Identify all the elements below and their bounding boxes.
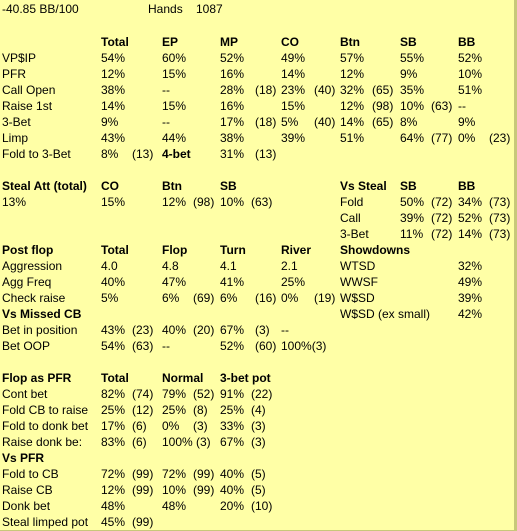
col-bb: BB: [458, 179, 476, 193]
cell: 4.0: [101, 259, 118, 273]
cell: (6): [132, 435, 147, 449]
cell: 14%: [458, 227, 483, 241]
cell: 100%: [162, 435, 193, 449]
col-sb: SB: [400, 35, 417, 49]
row-label-aggression: Aggression: [2, 259, 63, 273]
cell: 67%: [220, 323, 245, 337]
cell: 60%: [162, 51, 187, 65]
cell: (3): [193, 419, 208, 433]
cell: (98): [193, 195, 215, 209]
cell: 50%: [400, 195, 425, 209]
steal-total: 13%: [2, 195, 27, 209]
col-total: Total: [101, 243, 129, 257]
cell: 9%: [101, 115, 119, 129]
section-showdowns-title: Showdowns: [340, 243, 410, 257]
cell: 32%: [340, 83, 365, 97]
cell: 17%: [101, 419, 126, 433]
cell: (52): [193, 387, 215, 401]
hands-label: Hands: [148, 2, 183, 16]
cell: (6): [132, 419, 147, 433]
row-label-3bet: 3-Bet: [340, 227, 369, 241]
cell: 15%: [101, 195, 126, 209]
row-label-pfr: PFR: [2, 67, 26, 81]
cell: 6%: [220, 291, 238, 305]
cell: 20%: [220, 499, 245, 513]
section-flop-pfr-title: Flop as PFR: [2, 371, 72, 385]
cell: (40): [314, 83, 336, 97]
cell: 14%: [340, 115, 365, 129]
cell: (63): [431, 99, 453, 113]
cell: 31%: [220, 147, 245, 161]
cell: 38%: [220, 131, 245, 145]
cell: 47%: [162, 275, 187, 289]
row-label-bet-oop: Bet OOP: [2, 339, 51, 353]
cell: (16): [255, 291, 277, 305]
cell: 79%: [162, 387, 187, 401]
cell: 67%: [220, 435, 245, 449]
cell: (72): [431, 195, 453, 209]
cell: 15%: [162, 99, 187, 113]
cell: 0%: [281, 291, 299, 305]
cell: 11%: [400, 227, 424, 241]
cell: 39%: [400, 211, 425, 225]
cell: (4): [251, 403, 266, 417]
row-label-wtsd: WTSD: [340, 259, 376, 273]
label-4bet: 4-bet: [162, 147, 191, 161]
col-total: Total: [101, 35, 129, 49]
cell: (99): [132, 467, 154, 481]
cell: (73): [489, 211, 511, 225]
cell: 17%: [220, 115, 245, 129]
bb100-value: -40.85 BB/100: [2, 2, 79, 16]
cell: 5%: [101, 291, 119, 305]
cell: 54%: [101, 51, 126, 65]
section-postflop-title: Post flop: [2, 243, 54, 257]
cell: 9%: [458, 115, 476, 129]
cell: (13): [132, 147, 154, 161]
cell: (60): [255, 339, 277, 353]
cell: 72%: [162, 467, 187, 481]
col-btn: Btn: [340, 35, 360, 49]
hands-value: 1087: [196, 2, 223, 16]
cell: (99): [132, 483, 154, 497]
cell: 33%: [220, 419, 245, 433]
row-label-wsd: W$SD: [340, 291, 375, 305]
cell: 12%: [340, 67, 365, 81]
cell: 38%: [101, 83, 126, 97]
cell: (72): [431, 211, 453, 225]
col-sb: SB: [220, 179, 237, 193]
col-co: CO: [281, 35, 299, 49]
cell: (40): [314, 115, 336, 129]
cell: 5%: [281, 115, 299, 129]
cell: 40%: [220, 483, 245, 497]
row-label-fold-to-cb: Fold to CB: [2, 467, 59, 481]
row-label-donk-bet: Donk bet: [2, 499, 51, 513]
cell: 12%: [162, 195, 187, 209]
cell: 48%: [101, 499, 126, 513]
cell: 52%: [458, 51, 483, 65]
cell: 12%: [101, 483, 126, 497]
cell: (5): [251, 467, 266, 481]
col-co: CO: [101, 179, 119, 193]
cell: (23): [489, 131, 511, 145]
row-label-vpip: VP$IP: [2, 51, 37, 65]
cell: 72%: [101, 467, 126, 481]
cell: (63): [132, 339, 154, 353]
cell: (63): [251, 195, 273, 209]
cell: 14%: [101, 99, 126, 113]
cell: 40%: [220, 467, 245, 481]
cell: 15%: [281, 99, 306, 113]
cell: 25%: [220, 403, 245, 417]
col-mp: MP: [220, 35, 238, 49]
section-vs-pfr-title: Vs PFR: [2, 451, 45, 465]
row-label-wsd-ex-small: W$SD (ex small): [340, 307, 431, 321]
cell: 40%: [101, 275, 126, 289]
row-label-wwsf: WWSF: [340, 275, 378, 289]
col-ep: EP: [162, 35, 179, 49]
cell: (13): [255, 147, 277, 161]
cell: 55%: [400, 51, 425, 65]
cell: 41%: [220, 275, 245, 289]
row-label-limp: Limp: [2, 131, 29, 145]
cell: 15%: [162, 67, 187, 81]
cell: 54%: [101, 339, 126, 353]
cell: 34%: [458, 195, 483, 209]
row-label-steal-limped-pot: Steal limped pot: [2, 515, 89, 529]
cell: (65): [372, 83, 394, 97]
cell: 83%: [101, 435, 126, 449]
cell: 64%: [400, 131, 425, 145]
cell: (12): [132, 403, 154, 417]
cell: (72): [431, 227, 453, 241]
row-label-fold: Fold: [340, 195, 364, 209]
cell: 23%: [281, 83, 306, 97]
col-bb: BB: [458, 35, 476, 49]
row-label-raise-donk-bet: Raise donk be:: [2, 435, 83, 449]
cell: (23): [132, 323, 154, 337]
row-label-call-open: Call Open: [2, 83, 56, 97]
cell: 10%: [458, 67, 483, 81]
cell: 0%: [162, 419, 180, 433]
cell: 10%: [162, 483, 187, 497]
cell: 4.1: [220, 259, 237, 273]
cell: --: [458, 99, 466, 113]
cell: (19): [314, 291, 336, 305]
section-vs-steal-title: Vs Steal: [340, 179, 387, 193]
cell: 35%: [400, 83, 425, 97]
cell: 39%: [281, 131, 306, 145]
cell: (77): [431, 131, 453, 145]
section-steal-title: Steal Att (total): [2, 179, 87, 193]
cell: 45%: [101, 515, 126, 529]
cell: 48%: [162, 499, 187, 513]
row-label-bet-in-position: Bet in position: [2, 323, 78, 337]
cell: 82%: [101, 387, 126, 401]
cell: (3): [255, 323, 270, 337]
cell: 4.8: [162, 259, 179, 273]
cell: 51%: [458, 83, 483, 97]
cell: 44%: [162, 131, 187, 145]
cell: 52%: [458, 211, 483, 225]
cell: 14%: [281, 67, 306, 81]
row-label-check-raise: Check raise: [2, 291, 66, 305]
cell: 16%: [220, 67, 245, 81]
cell: 49%: [458, 275, 483, 289]
col-sb: SB: [400, 179, 417, 193]
cell: 57%: [340, 51, 365, 65]
cell: 28%: [220, 83, 245, 97]
row-label-fold-to-3bet: Fold to 3-Bet: [2, 147, 71, 161]
cell: (20): [193, 323, 215, 337]
cell: (99): [193, 483, 215, 497]
cell: --: [162, 339, 170, 353]
row-label-3bet: 3-Bet: [2, 115, 31, 129]
cell: (18): [255, 115, 277, 129]
cell: --: [162, 115, 170, 129]
cell: 42%: [458, 307, 483, 321]
row-label-fold-to-donk-bet: Fold to donk bet: [2, 419, 89, 433]
cell: (65): [372, 115, 394, 129]
row-label-cont-bet: Cont bet: [2, 387, 48, 401]
cell: (22): [251, 387, 273, 401]
col-3bet-pot: 3-bet pot: [220, 371, 271, 385]
row-label-raise-1st: Raise 1st: [2, 99, 53, 113]
cell: (8): [193, 403, 208, 417]
row-label-fold-cb-to-raise: Fold CB to raise: [2, 403, 89, 417]
cell: 43%: [101, 323, 126, 337]
row-label-raise-cb: Raise CB: [2, 483, 53, 497]
cell: 39%: [458, 291, 483, 305]
cell: (5): [251, 483, 266, 497]
cell: (3): [251, 435, 266, 449]
cell: (73): [489, 227, 511, 241]
cell: --: [162, 83, 170, 97]
cell: (10): [251, 499, 273, 513]
cell: (3): [196, 435, 211, 449]
cell: 8%: [101, 147, 119, 161]
col-btn: Btn: [162, 179, 182, 193]
col-normal: Normal: [162, 371, 204, 385]
cell: 9%: [400, 67, 418, 81]
col-turn: Turn: [220, 243, 246, 257]
cell: 49%: [281, 51, 306, 65]
cell: 10%: [400, 99, 425, 113]
cell: (18): [255, 83, 277, 97]
cell: 12%: [340, 99, 365, 113]
cell: 16%: [220, 99, 245, 113]
cell: 8%: [400, 115, 418, 129]
section-missed-cb-title: Vs Missed CB: [2, 307, 82, 321]
row-label-call: Call: [340, 211, 361, 225]
cell: 51%: [340, 131, 365, 145]
cell: 52%: [220, 51, 245, 65]
cell: 2.1: [281, 259, 298, 273]
cell: 25%: [281, 275, 306, 289]
cell: 100%(3): [281, 339, 327, 353]
row-label-agg-freq: Agg Freq: [2, 275, 52, 289]
cell: 0%: [458, 131, 476, 145]
cell: 43%: [101, 131, 126, 145]
cell: 25%: [101, 403, 126, 417]
cell: (99): [193, 467, 215, 481]
cell: --: [281, 323, 289, 337]
cell: (74): [132, 387, 154, 401]
cell: 91%: [220, 387, 245, 401]
cell: (98): [372, 99, 394, 113]
cell: (3): [251, 419, 266, 433]
col-total: Total: [101, 371, 129, 385]
col-river: River: [281, 243, 312, 257]
cell: 32%: [458, 259, 483, 273]
cell: 6%: [162, 291, 180, 305]
cell: 52%: [220, 339, 245, 353]
cell: (73): [489, 195, 511, 209]
cell: 40%: [162, 323, 187, 337]
cell: 25%: [162, 403, 187, 417]
col-flop: Flop: [162, 243, 188, 257]
cell: 10%: [220, 195, 245, 209]
cell: 12%: [101, 67, 126, 81]
cell: (99): [132, 515, 154, 529]
cell: (69): [193, 291, 215, 305]
